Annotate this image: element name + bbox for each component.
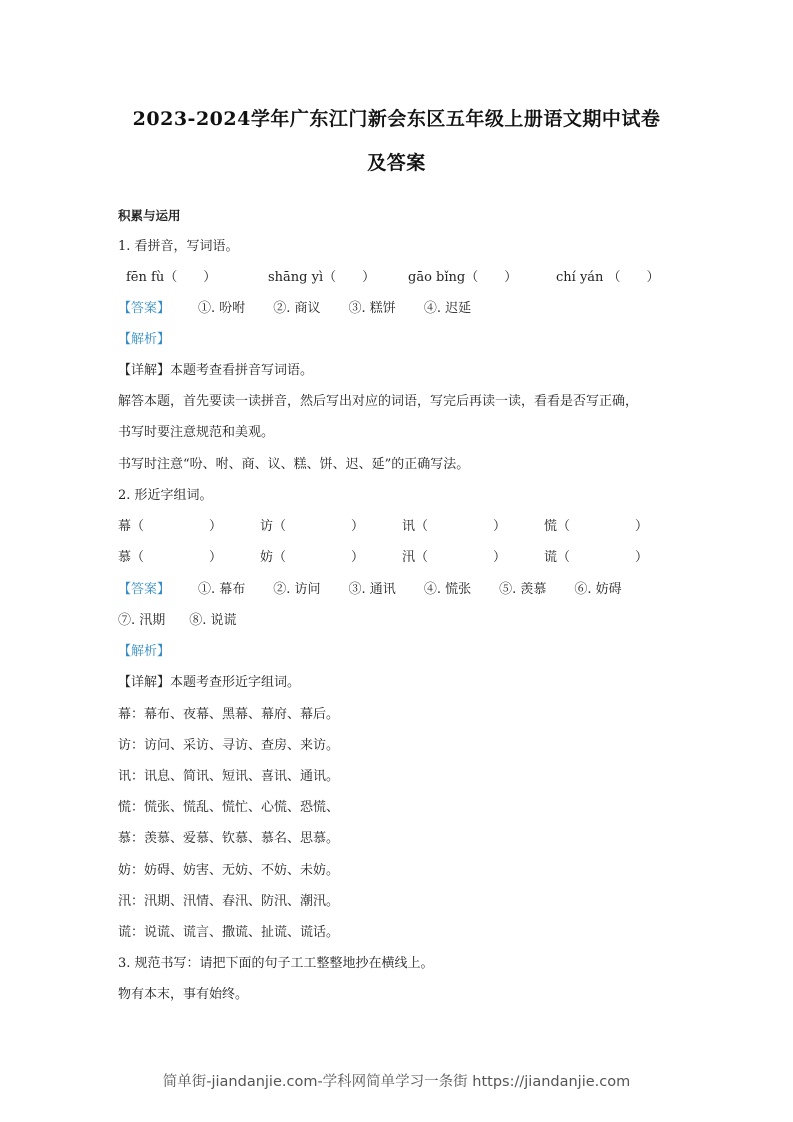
analysis-label: 【解析】 xyxy=(118,332,171,347)
q1-pinyin-row xyxy=(126,269,660,287)
fill-cell: 慕（ ） xyxy=(118,550,223,565)
answer-label: 【答案】 xyxy=(118,582,171,597)
q2-word-line: 讯：讯息、简讯、短讯、喜讯、通讯。 xyxy=(118,769,340,784)
answer-label: 【答案】 xyxy=(118,301,171,316)
q2-word-line: 幕：幕布、夜幕、黑幕、幕府、幕后。 xyxy=(118,707,340,722)
q1-paragraph: 解答本题，首先要读一读拼音，然后写出对应的词语，写完后再读一读，看看是否写正确， xyxy=(118,394,639,409)
pinyin-item: shāng yì（ ） xyxy=(268,270,376,285)
q2-answer-row xyxy=(118,581,622,599)
fill-cell: 讯（ ） xyxy=(402,519,507,534)
pinyin-item: gāo bǐng（ ） xyxy=(408,270,518,285)
pinyin-item: chí yán （ ） xyxy=(556,270,660,285)
document-title-line2: 及答案 xyxy=(367,152,426,174)
answer-item: ⑤. 羡慕 xyxy=(499,582,547,597)
answer-item: ①. 吩咐 xyxy=(198,301,246,316)
pinyin-item: fēn fù（ ） xyxy=(126,270,217,285)
q2-detail: 【详解】本题考查形近字组词。 xyxy=(118,675,301,690)
fill-cell: 妨（ ） xyxy=(260,550,365,565)
q2-answer-row2 xyxy=(118,612,237,630)
answer-item: ⑥. 妨碍 xyxy=(574,582,622,597)
section-heading: 积累与运用 xyxy=(118,208,181,223)
fill-cell: 谎（ ） xyxy=(544,550,649,565)
q3-sentence: 物有本末，事有始终。 xyxy=(118,987,249,1002)
answer-item: ②. 商议 xyxy=(273,301,321,316)
answer-item: ①. 幕布 xyxy=(198,582,246,597)
answer-item: ③. 通讯 xyxy=(348,582,396,597)
analysis-label: 【解析】 xyxy=(118,644,171,659)
fill-cell: 幕（ ） xyxy=(118,519,223,534)
fill-cell: 慌（ ） xyxy=(544,519,649,534)
document-title-line1: 2023-2024学年广东江门新会东区五年级上册语文期中试卷 xyxy=(132,108,661,130)
answer-item: ④. 迟延 xyxy=(423,301,472,316)
answer-item: ⑦. 汛期 xyxy=(118,613,166,628)
q2-row2 xyxy=(118,549,686,567)
q1-detail: 【详解】本题考查看拼音写词语。 xyxy=(118,363,314,378)
q1-paragraph: 书写时要注意规范和美观。 xyxy=(118,425,275,440)
q2-row1 xyxy=(118,518,686,536)
q1-answer-row xyxy=(118,300,471,318)
q2-word-line: 慌：慌张、慌乱、慌忙、心慌、恐慌、 xyxy=(118,800,340,815)
q1-stem: 1. 看拼音，写词语。 xyxy=(118,239,239,254)
answer-item: ②. 访问 xyxy=(273,582,321,597)
q2-word-line: 访：访问、采访、寻访、查房、来访。 xyxy=(118,738,340,753)
q2-word-line: 汛：汛期、汛情、春汛、防汛、潮汛。 xyxy=(118,894,340,909)
answer-item: ④. 慌张 xyxy=(423,582,472,597)
fill-cell: 汛（ ） xyxy=(402,550,507,565)
fill-cell: 访（ ） xyxy=(260,519,365,534)
q2-word-line: 慕：羡慕、爱慕、钦慕、慕名、思慕。 xyxy=(118,831,340,846)
q2-stem: 2. 形近字组词。 xyxy=(118,488,213,503)
q2-word-line: 妨：妨碍、妨害、无妨、不妨、未妨。 xyxy=(118,863,340,878)
q2-word-line: 谎：说谎、谎言、撒谎、扯谎、谎话。 xyxy=(118,925,340,940)
q1-paragraph: 书写时注意“吩、咐、商、议、糕、饼、迟、延”的正确写法。 xyxy=(118,457,470,472)
answer-item: ③. 糕饼 xyxy=(348,301,396,316)
q3-stem: 3. 规范书写：请把下面的句子工工整整地抄在横线上。 xyxy=(118,956,434,971)
footer-watermark: 简单街-jiandanjie.com-学科网简单学习一条街 https://jiandanjie.com xyxy=(162,1074,631,1090)
answer-item: ⑧. 说谎 xyxy=(189,613,237,628)
